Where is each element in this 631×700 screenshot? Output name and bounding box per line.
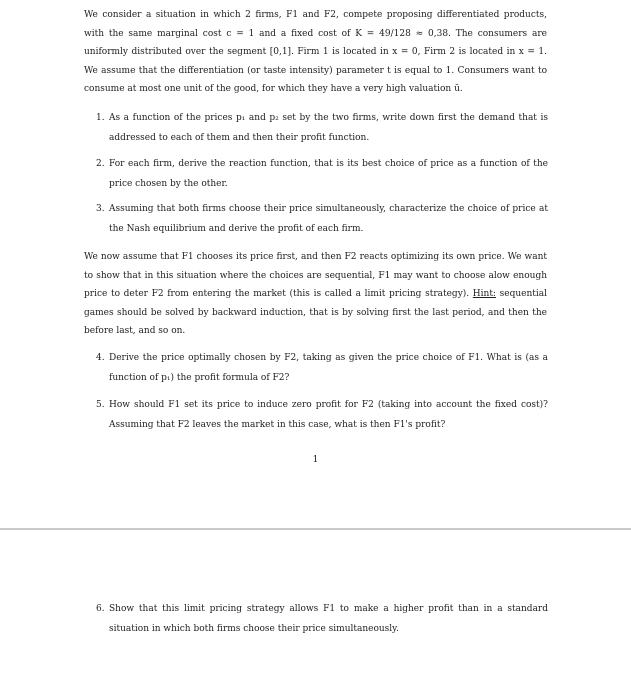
sequential-paragraph — [84, 248, 547, 341]
question-5 — [96, 396, 548, 435]
question-text: As a function of the prices p₁ and p₂ set by the two firms, write down first the demand that is addressed to each of them and then their profit function. — [109, 113, 548, 143]
question-text: Show that this limit pricing strategy allows F1 to make a higher profit than in a standard situation in which both firms choose their price simultaneously. — [109, 604, 548, 634]
sequential-text-before-hint: We now assume that F1 chooses its price first, and then F2 reacts optimizing its own price. We want to show that in this situation where the choices are sequential, F1 may want to choose alow enough price to deter F2 from entering the market (this is called a limit pricing strategy). — [84, 252, 547, 300]
page-number: 1 — [312, 455, 319, 465]
hint-label: Hint: — [472, 289, 496, 300]
question-text: How should F1 set its price to induce zero profit for F2 (taking into account the fixed cost)? Assuming that F2 leaves the market in this case, what is then F1's profit? — [109, 400, 548, 430]
question-3 — [96, 200, 548, 239]
question-text: Assuming that both firms choose their price simultaneously, characterize the choice of price at the Nash equilibrium and derive the profit of each firm. — [109, 204, 548, 234]
question-1 — [96, 109, 548, 148]
sequential-text-after-hint: sequential games should be solved by backward induction, that is by solving first the last period, and then the before last, and so on. — [84, 289, 547, 337]
question-6 — [96, 600, 548, 639]
document-page-2 — [0, 530, 631, 700]
question-text: Derive the price optimally chosen by F2, taking as given the price choice of F1. What is (as a function of p₁) the profit formula of F2? — [109, 353, 548, 383]
question-2 — [96, 155, 548, 194]
question-4 — [96, 349, 548, 388]
question-number: 2. — [96, 159, 105, 169]
question-number: 6. — [96, 604, 105, 614]
question-number: 4. — [96, 353, 105, 363]
intro-paragraph: We consider a situation in which 2 firms, F1 and F2, compete proposing differentiated products, with the same marginal cost c = 1 and a fixed cost of K = 49/128 ≈ 0,38. The consumers are uniformly distributed over the segment [0,1]. Firm 1 is located in x = 0, Firm 2 is located in x = 1. We assume that the differentiation (or taste intensity) parameter t is equal to 1. Consumers want to consume at most one unit of the good, for which they have a very high valuation ū. — [84, 10, 547, 95]
question-number: 3. — [96, 204, 105, 214]
question-text: For each firm, derive the reaction function, that is its best choice of price as a function of the price chosen by the other. — [109, 159, 548, 189]
question-number: 1. — [96, 113, 105, 123]
question-number: 5. — [96, 400, 105, 410]
